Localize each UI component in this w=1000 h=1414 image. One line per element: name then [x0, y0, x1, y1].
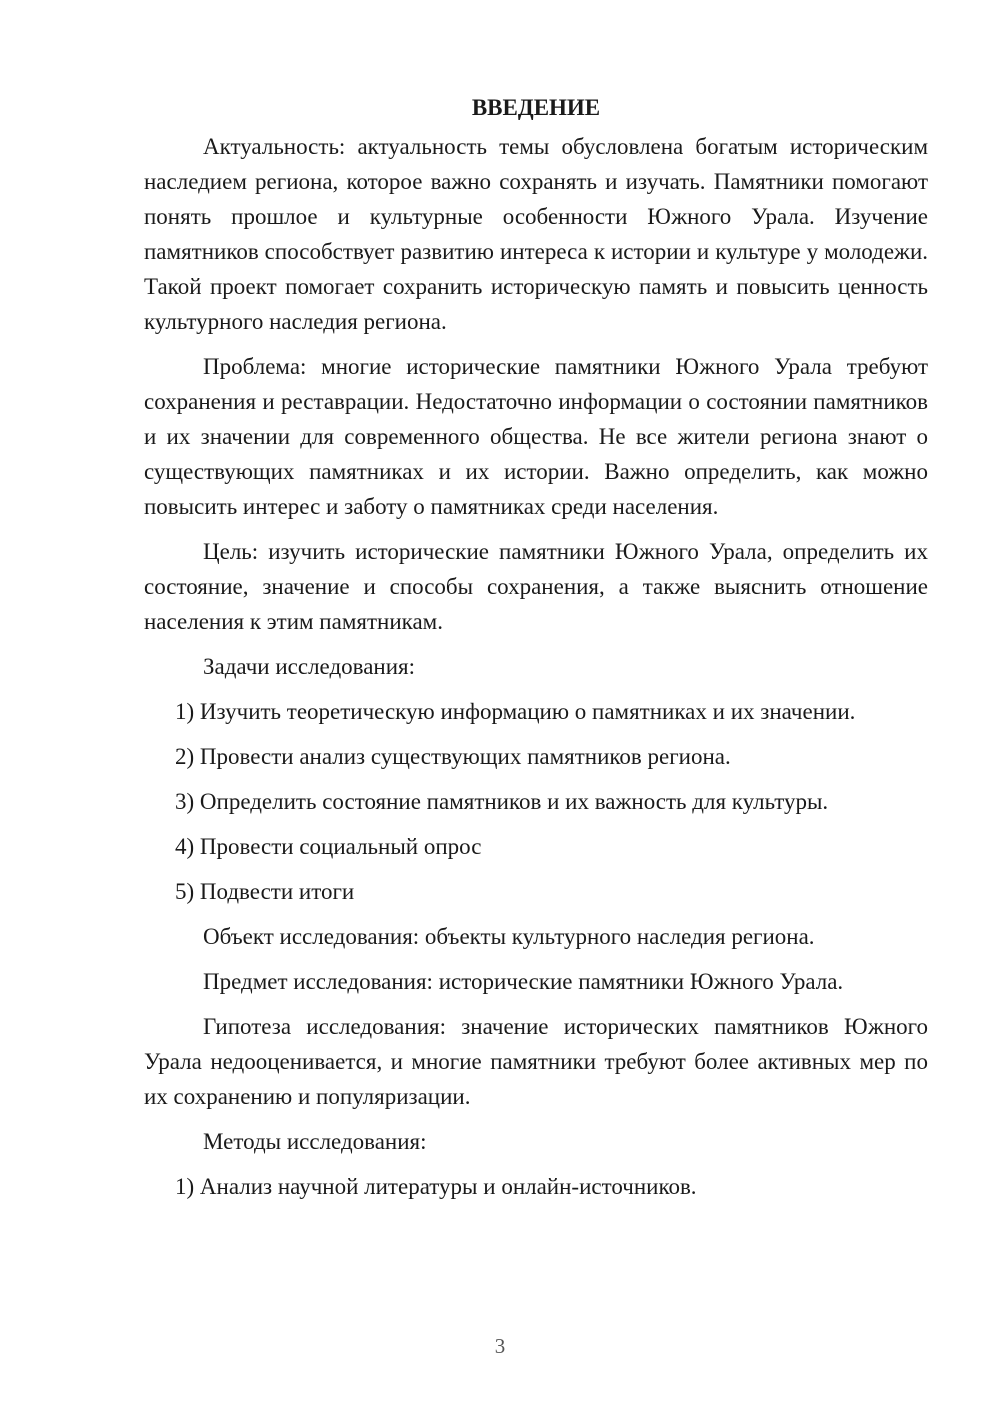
- page-number: 3: [494, 1334, 506, 1358]
- goal-paragraph: Цель: изучить исторические памятники Южного Урала, определить их состояние, значение и способы сохранения, а также выяснить отношение населения к этим памятникам.: [144, 539, 928, 634]
- page-content: [144, 90, 928, 1214]
- task-list-item: 3) Определить состояние памятников и их важность для культуры.: [175, 789, 829, 814]
- task-list-item: 5) Подвести итоги: [175, 879, 355, 904]
- method-list-item: 1) Анализ научной литературы и онлайн-источников.: [175, 1174, 697, 1199]
- problem-paragraph: Проблема: многие исторические памятники Южного Урала требуют сохранения и реставрации. Недостаточно информации о состоянии памятников и их значении для современного общества. Не все жители региона знают о существующих памятниках и их истории. Важно определить, как можно повысить интерес и заботу о памятниках среди населения.: [144, 354, 928, 519]
- subject-paragraph: Предмет исследования: исторические памятники Южного Урала.: [203, 969, 844, 994]
- object-paragraph: Объект исследования: объекты культурного наследия региона.: [203, 924, 815, 949]
- section-title: ВВЕДЕНИЕ: [471, 95, 601, 120]
- task-list-item: 2) Провести анализ существующих памятников региона.: [175, 744, 731, 769]
- tasks-label: Задачи исследования:: [203, 654, 416, 679]
- methods-label: Методы исследования:: [203, 1129, 427, 1154]
- hypothesis-paragraph: Гипотеза исследования: значение исторических памятников Южного Урала недооценивается, и многие памятники требуют более активных мер по их сохранению и популяризации.: [144, 1014, 928, 1109]
- task-list-item: 4) Провести социальный опрос: [175, 834, 482, 859]
- task-list-item: 1) Изучить теоретическую информацию о памятниках и их значении.: [175, 699, 856, 724]
- relevance-paragraph: Актуальность: актуальность темы обусловлена богатым историческим наследием региона, которое важно сохранять и изучать. Памятники помогают понять прошлое и культурные особенности Южного Урала. Изучение памятников способствует развитию интереса к истории и культуре у молодежи. Такой проект помогает сохранить историческую память и повысить ценность культурного наследия региона.: [144, 134, 928, 334]
